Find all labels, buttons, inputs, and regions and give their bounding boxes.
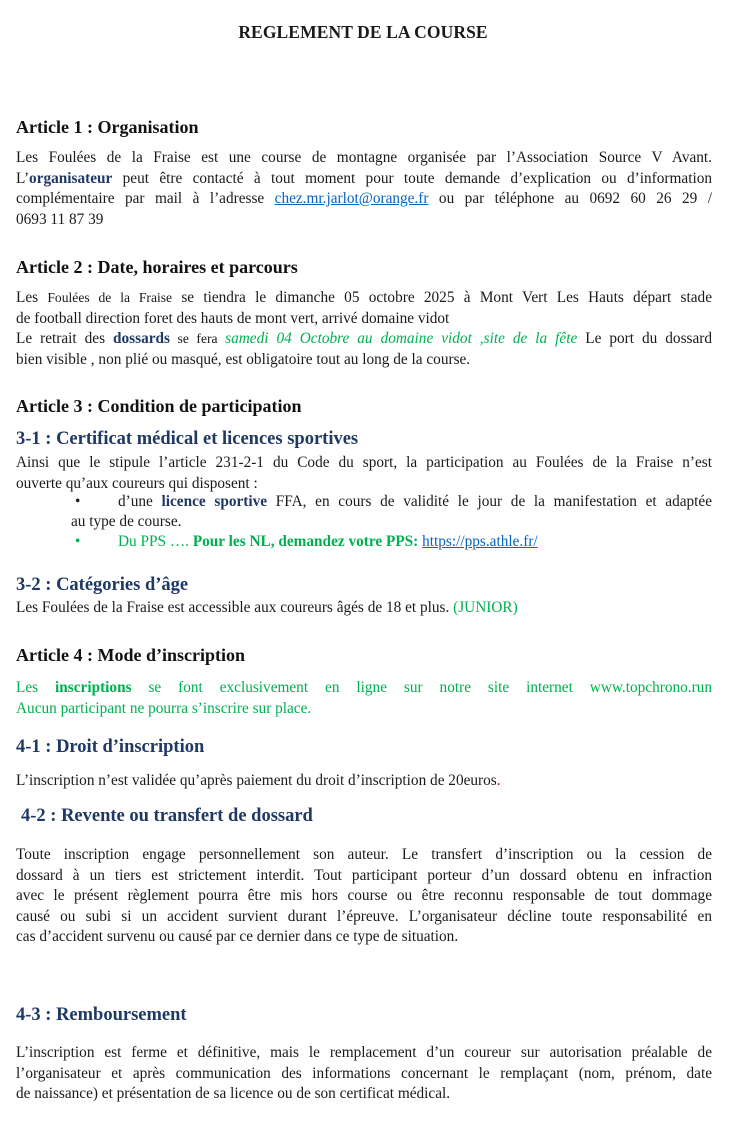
section-4-3-body	[16, 1043, 712, 1105]
licence-sportive-bold: licence sportive	[161, 493, 268, 510]
text-small: se fera	[169, 331, 226, 346]
section-4-3-line: L’inscription est ferme et définitive, mais le remplacement d’un coureur sur autorisation préalable de	[16, 1044, 712, 1061]
article-1-heading: Article 1 : Organisation	[16, 117, 199, 137]
article-2-body	[16, 288, 712, 370]
pps-bold: Pour les NL, demandez votre PPS:	[192, 533, 423, 550]
section-3-1-body	[16, 453, 712, 494]
article-2-line-3	[16, 329, 712, 350]
article-1-body	[16, 148, 712, 230]
section-4-2-heading: 4-2 : Revente ou transfert de dossard	[21, 806, 313, 826]
text: Les	[16, 289, 48, 306]
bullet-1-line-2: au type de course.	[71, 513, 182, 530]
section-4-2-line: dossard à un tiers est strictement interdit. Tout participant porteur d’un dossard obtenu en infraction	[16, 866, 712, 884]
document-title: REGLEMENT DE LA COURSE	[238, 22, 488, 42]
section-3-2-body	[16, 598, 712, 619]
text: Les Foulées de la Fraise est accessible aux coureurs âgés de 18 et plus.	[16, 599, 454, 616]
text: Le port du dossard	[577, 330, 713, 347]
section-4-2-line: causé ou subi si un accident survient durant l’épreuve. L’organisateur décline toute responsabilité en	[16, 907, 712, 925]
pps-link[interactable]: https://pps.athle.fr/	[422, 533, 538, 550]
bullet-2-marker: •	[75, 533, 81, 550]
section-3-2-heading: 3-2 : Catégories d’âge	[16, 575, 189, 595]
section-3-1-line-2: ouverte qu’aux coureurs qui disposent :	[16, 474, 258, 492]
text: d’une	[118, 493, 162, 510]
text: Le retrait des	[16, 330, 114, 347]
section-4-3-line: de naissance) et présentation de sa licence ou de son certificat médical.	[16, 1085, 451, 1102]
article-2-line-4: bien visible , non plié ou masqué, est obligatoire tout au long de la course.	[16, 350, 471, 368]
section-4-3-heading: 4-3 : Remboursement	[16, 1005, 187, 1025]
inscriptions-bold: inscriptions	[55, 679, 132, 696]
article-4-heading: Article 4 : Mode d’inscription	[16, 645, 245, 665]
section-4-2-line: cas d’accident survenu ou causé par ce dernier dans ce type de situation.	[16, 928, 459, 945]
text: FFA, en cours de validité le jour de la manifestation et adaptée	[267, 493, 713, 510]
article-1-line-4: 0693 11 87 39	[16, 210, 104, 228]
section-3-1-heading: 3-1 : Certificat médical et licences sportives	[16, 429, 359, 449]
section-4-1-heading: 4-1 : Droit d’inscription	[16, 737, 205, 757]
text: complémentaire par mail à l’adresse	[16, 190, 275, 207]
organisateur-bold: organisateur	[29, 169, 113, 187]
text: Les	[16, 679, 56, 696]
article-1-line-1: Les Foulées de la Fraise est une course de montagne organisée par l’Association Source V Avant.	[16, 149, 712, 166]
section-4-3-line: l’organisateur et après communication des informations concernant le remplaçant (nom, prénom, date	[16, 1064, 712, 1082]
section-3-1-line-1: Ainsi que le stipule l’article 231-2-1 du Code du sport, la participation au Foulées de la Fraise n’est	[16, 454, 712, 471]
bullet-2-line	[118, 532, 538, 553]
article-3-heading: Article 3 : Condition de participation	[16, 396, 302, 416]
article-4-line-2: Aucun participant ne pourra s’inscrire sur place.	[16, 699, 312, 717]
article-4-line-1	[16, 678, 712, 699]
section-4-2-line: Toute inscription engage personnellement son auteur. Le transfert d’inscription ou la cession de	[16, 846, 712, 863]
text: .	[496, 772, 501, 789]
section-4-2-body	[16, 845, 712, 948]
text: L’inscription n’est validée qu’après paiement du droit d’inscription de 20euros	[16, 772, 497, 789]
text: L’	[16, 169, 30, 187]
article-2-line-1	[16, 288, 712, 309]
section-4-2-line: avec le présent règlement pourra être mis hors course ou être reconnu responsable de tout dommage	[16, 887, 712, 904]
bullet-1-marker: •	[75, 493, 81, 510]
bullet-1-line-1	[118, 492, 712, 513]
article-2-line-2: de football direction foret des hauts de mont vert, arrivé domaine vidot	[16, 309, 450, 327]
article-4-body	[16, 678, 712, 719]
text: Du PPS ….	[118, 533, 193, 550]
dossards-bold: dossards	[113, 330, 170, 347]
section-4-1-body	[16, 771, 712, 792]
retrait-date-highlight: samedi 04 Octobre au domaine vidot ,site de la fête	[225, 330, 578, 347]
text: se tiendra le dimanche 05 octobre 2025 à Mont Vert Les Hauts départ stade	[172, 289, 712, 306]
email-link[interactable]: chez.mr.jarlot@orange.fr	[274, 190, 429, 207]
text-small: Foulées de la Fraise	[47, 290, 173, 305]
article-1-line-3	[16, 189, 712, 210]
article-2-heading: Article 2 : Date, horaires et parcours	[16, 257, 298, 277]
text: ou par téléphone au 0692 60 26 29 /	[428, 190, 712, 207]
junior-label: (JUNIOR)	[453, 599, 518, 616]
text: se font exclusivement en ligne sur notre site internet www.topchrono.run	[131, 679, 712, 696]
text: peut être contacté à tout moment pour toute demande d’explication ou d’information	[112, 169, 712, 187]
article-1-line-2	[16, 169, 712, 190]
